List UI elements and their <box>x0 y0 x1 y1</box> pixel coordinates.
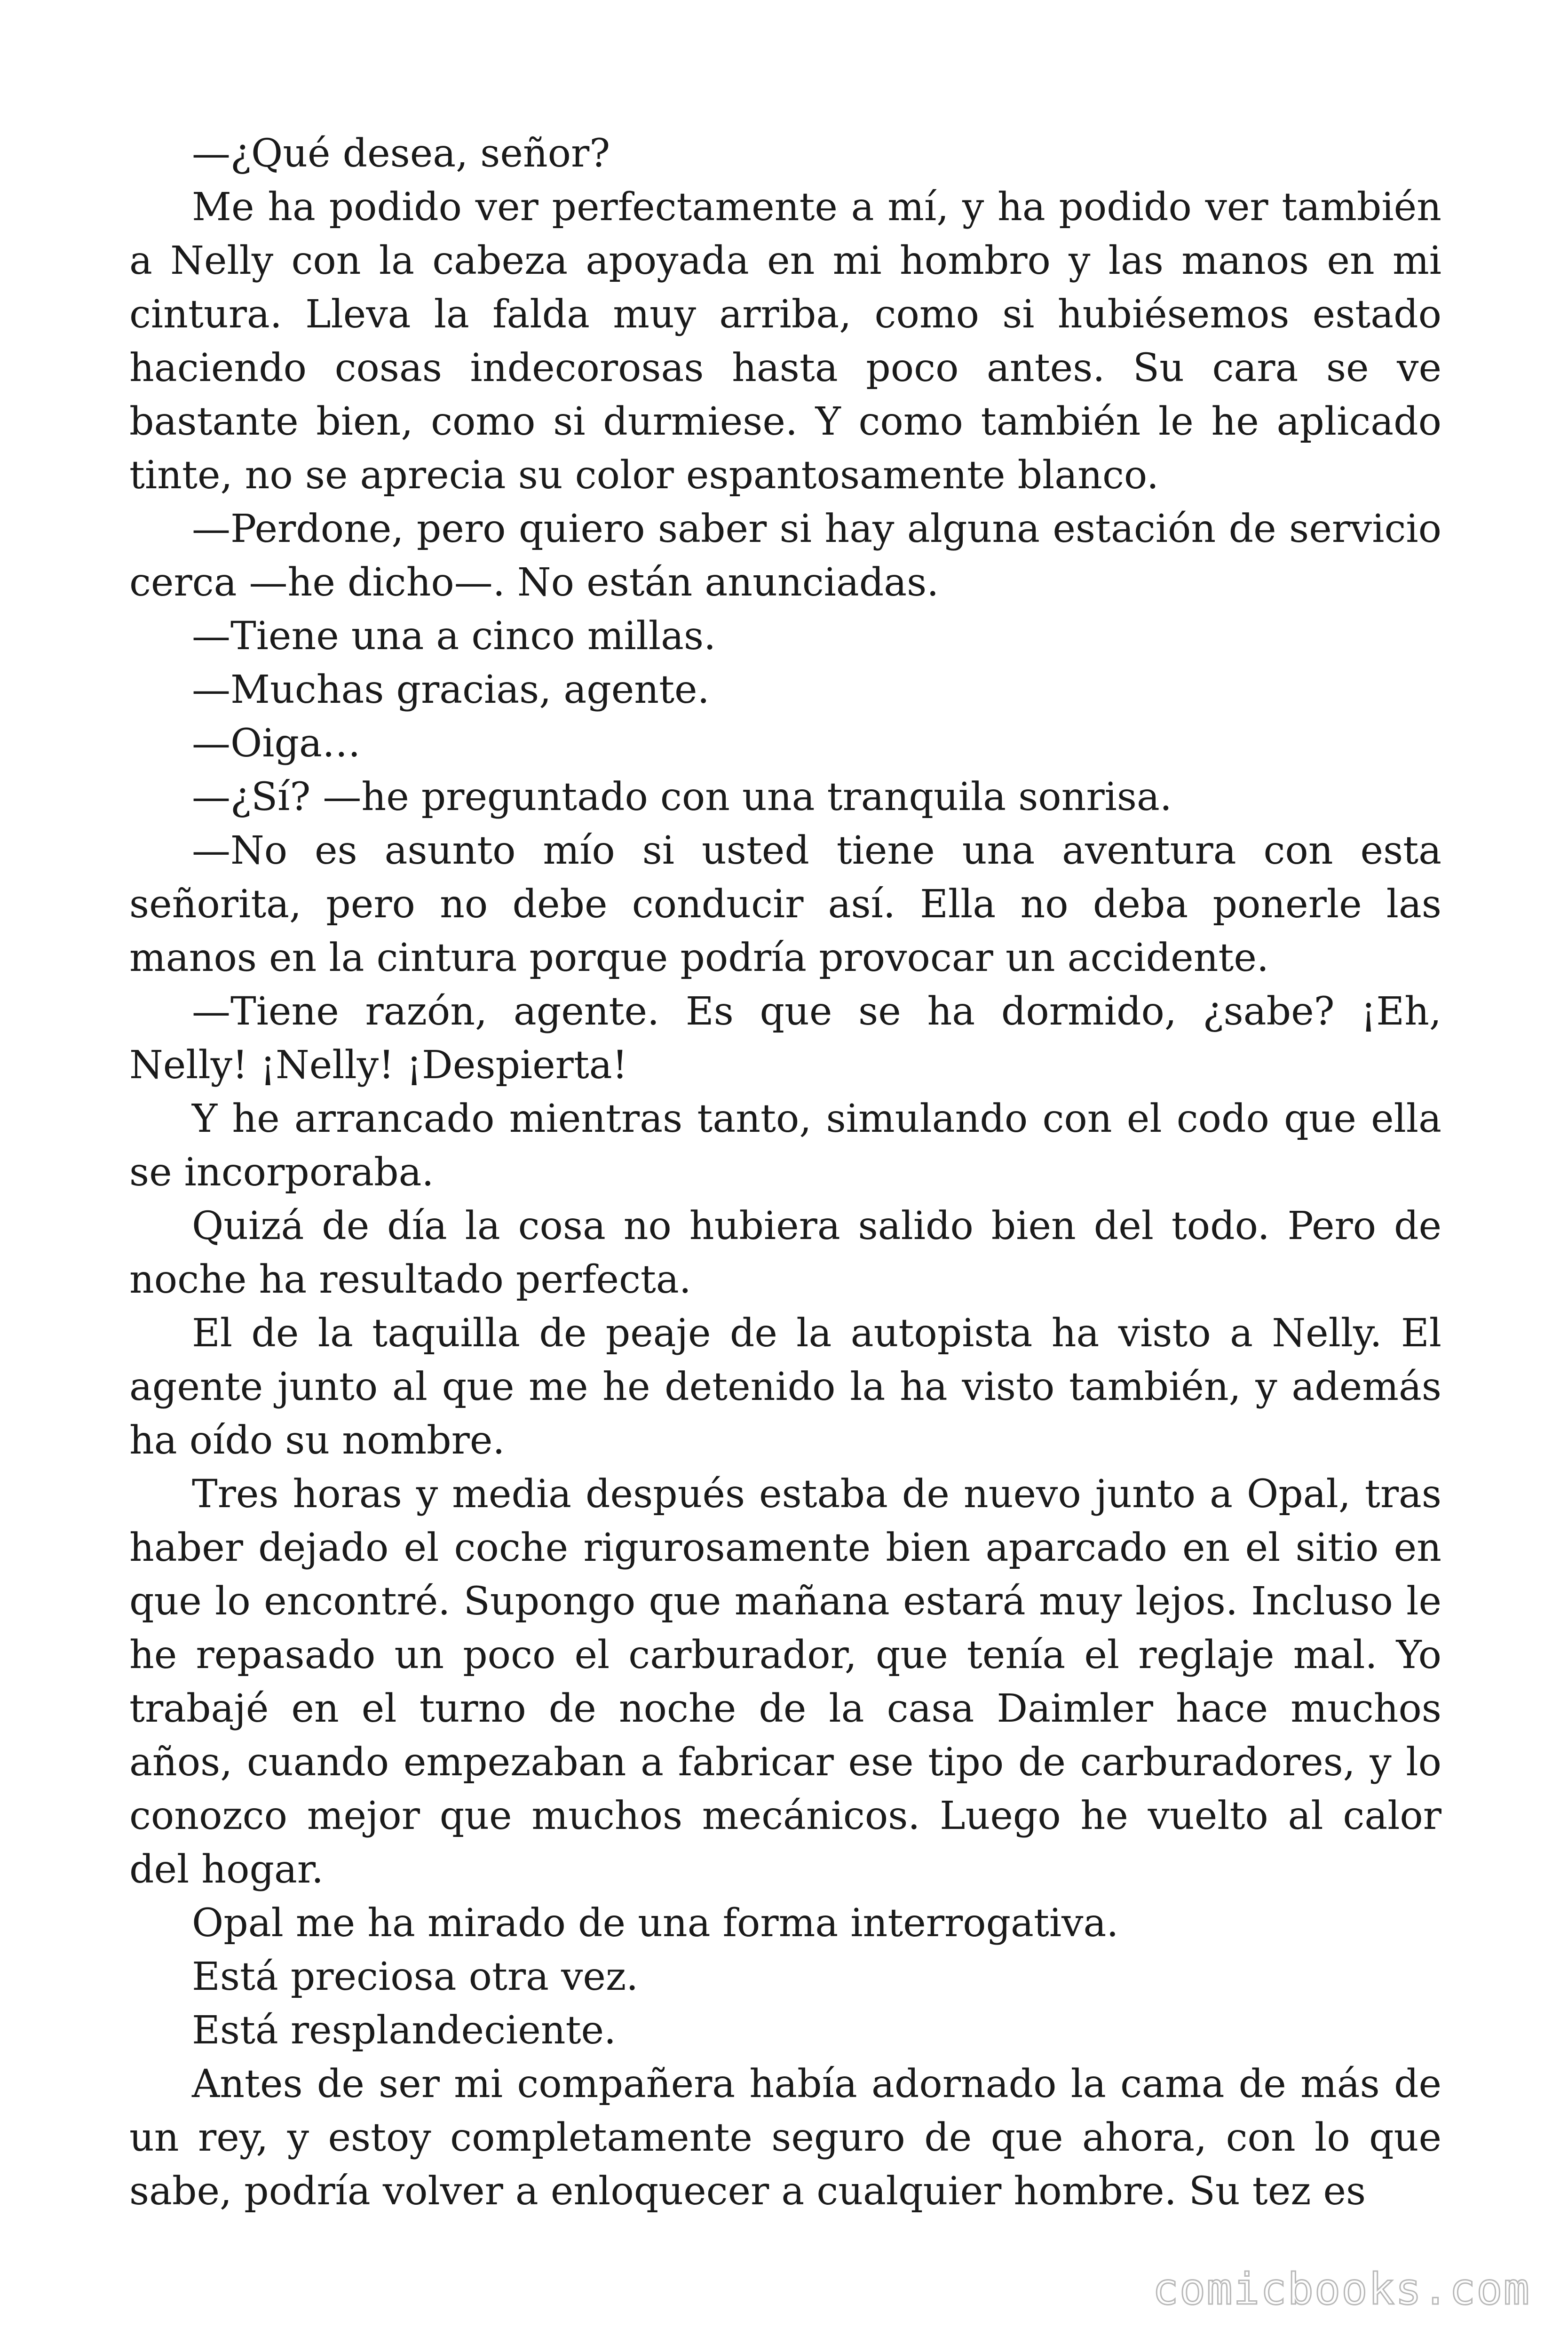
paragraph: —Tiene una a cinco millas. <box>192 614 716 659</box>
paragraph: Está preciosa otra vez. <box>192 1955 639 1999</box>
paragraph: —Tiene razón, agente. Es que se ha dormido, ¿sabe? ¡Eh, Nelly! ¡Nelly! ¡Despierta! <box>129 989 1441 1088</box>
paragraph: —Muchas gracias, agente. <box>192 667 710 712</box>
body-text <box>129 127 1441 2218</box>
paragraph: —¿Sí? —he preguntado con una tranquila sonrisa. <box>192 775 1172 819</box>
paragraph: —No es asunto mío si usted tiene una aventura con esta señorita, pero no debe conducir así. Ella no deba ponerle las manos en la cintura porque podría provocar un accidente. <box>129 828 1441 980</box>
paragraph: Quizá de día la cosa no hubiera salido bien del todo. Pero de noche ha resultado perfecta. <box>129 1204 1441 1302</box>
paragraph: Y he arrancado mientras tanto, simulando con el codo que ella se incorporaba. <box>129 1097 1441 1195</box>
paragraph: Tres horas y media después estaba de nuevo junto a Opal, tras haber dejado el coche rigurosamente bien aparcado en el sitio en que lo encontré. Supongo que mañana estará muy lejos. Incluso le he repasado un poco el carburador, que tenía el reglaje mal. Yo trabajé en el turno de noche de la casa Daimler hace muchos años, cuando empezaban a fabricar ese tipo de carburadores, y lo conozco mejor que muchos mecánicos. Luego he vuelto al calor del hogar. <box>129 1472 1441 1892</box>
paragraph: —Oiga… <box>192 721 361 766</box>
watermark: comicbooks.com <box>1152 2264 1530 2314</box>
paragraph: —Perdone, pero quiero saber si hay alguna estación de servicio cerca —he dicho—. No están anunciadas. <box>129 507 1441 605</box>
paragraph: Está resplandeciente. <box>192 2008 617 2053</box>
paragraph: Antes de ser mi compañera había adornado la cama de más de un rey, y estoy completamente seguro de que ahora, con lo que sabe, podría volver a enloquecer a cualquier hombre. Su tez es <box>129 2062 1441 2214</box>
paragraph: Opal me ha mirado de una forma interrogativa. <box>192 1901 1119 1946</box>
paragraph: Me ha podido ver perfectamente a mí, y ha podido ver también a Nelly con la cabeza apoyada en mi hombro y las manos en mi cintura. Lleva la falda muy arriba, como si hubiésemos estado haciendo cosas indecorosas hasta poco antes. Su cara se ve bastante bien, como si durmiese. Y como también le he aplicado tinte, no se aprecia su color espantosamente blanco. <box>129 185 1441 498</box>
paragraph: —¿Qué desea, señor? <box>192 131 610 176</box>
paragraph: El de la taquilla de peaje de la autopista ha visto a Nelly. El agente junto al que me he detenido la ha visto también, y además ha oído su nombre. <box>129 1311 1441 1463</box>
